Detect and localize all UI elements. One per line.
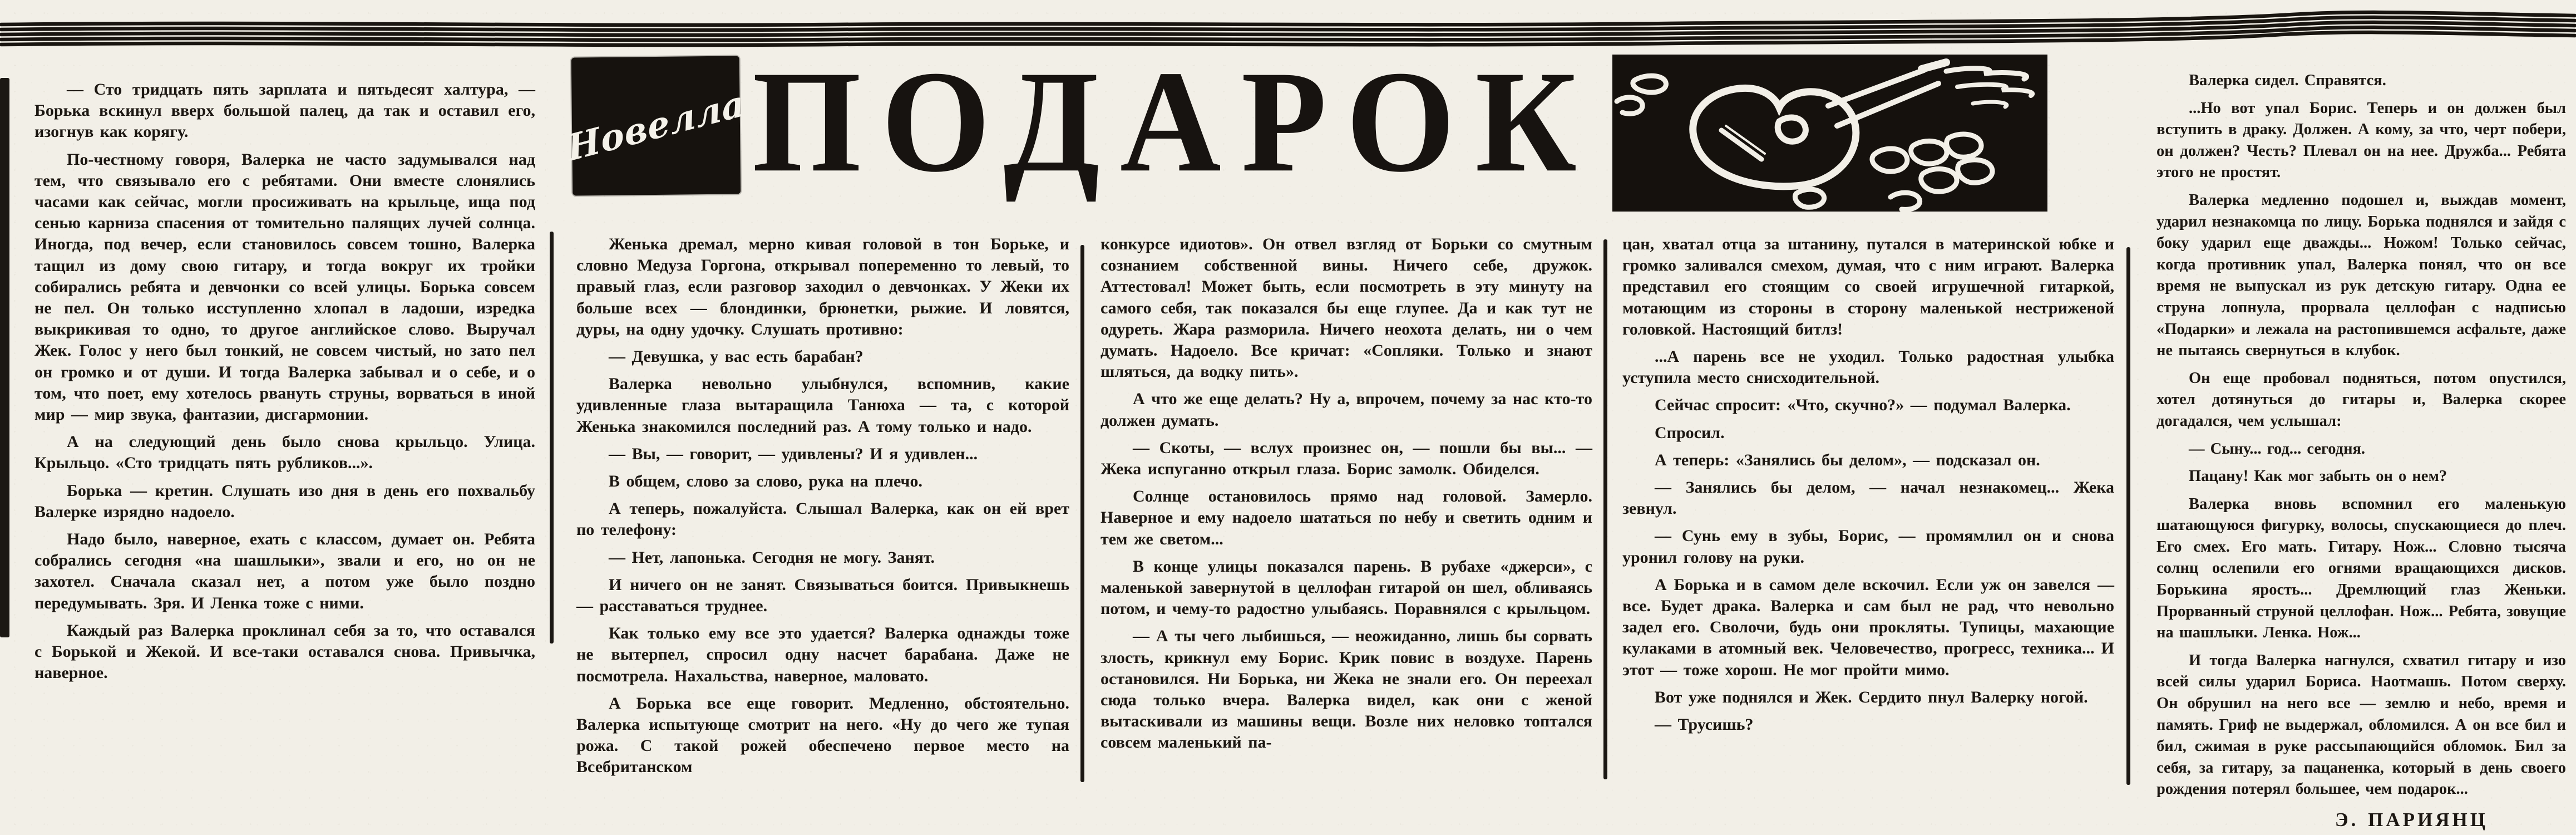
paragraph: Валерка невольно улыбнулся, вспомнив, какие удивленные глаза вытаращила Танюха — та, с которой Женька знакомился последний раз. А тому только и надо. [576, 375, 1069, 436]
paragraph: ...А парень все не уходил. Только радостная улыбка уступила место снисходительной. [1622, 347, 2114, 387]
paragraph: Валерка вновь вспомнил его маленькую шатающуюся фигурку, волосы, спускающиеся до плеч. Его смех. Его мать. Гитару. Нож... Словно тысяча солнц ослепили его огнями вращающихся дисков. Борькина ярость... Дремлющий глаз Женьки. Прорванный струной целлофан. Нож... Ребята, зовущие на шашлыки. Ленка. Нож... [2156, 495, 2566, 642]
paragraph: Сейчас спросит: «Что, скучно?» — подумал Валерка. [1655, 396, 2071, 415]
paragraph: — Девушка, у вас есть барабан? [609, 347, 863, 366]
column-1 [34, 79, 535, 690]
author-byline: Э. ПАРИЯНЦ [2335, 809, 2488, 831]
paragraph: ...Но вот упал Борис. Теперь и он должен был вступить в драку. Должен. А кому, за что, черт побери, он должен? Честь? Плевал он на нее. Дружба... Ребята этого не простят. [2156, 99, 2566, 181]
paragraph: А что же еще делать? Ну а, впрочем, почему за нас кто-то должен думать. [1101, 390, 1592, 430]
column-3 [1101, 234, 1592, 760]
paragraph: А на следующий день было снова крыльцо. Улица. Крыльцо. «Сто тридцать пять рубликов...». [34, 433, 535, 473]
paragraph: И ничего он не занят. Связываться боится. Привыкнешь — расставаться труднее. [576, 575, 1069, 616]
paragraph: — Сунь ему в зубы, Борис, — промямлил он и снова уронил голову на руки. [1622, 527, 2114, 567]
paragraph: — А ты чего лыбишься, — неожиданно, лишь бы сорвать злость, крикнул ему Борис. Крик повис в воздухе. Парень остановился. Ни Борька, ни Жека не знали его. Он переехал сюда только вчера. Валерка видел, как они с женой вытаскивали из машины вещи. Возле них неловко топтался совсем маленький па- [1101, 627, 1592, 752]
column-5 [2156, 70, 2566, 831]
paragraph: — Занялись бы делом, — начал незнакомец... Жека зевнул. [1622, 478, 2114, 518]
paragraph: И тогда Валерка нагнулся, схватил гитару и изо всей силы ударил Бориса. Наотмашь. Потом сверху. Он обрушил на него все — землю и небо, время и память. Гриф не выдержал, обломился. А он все бил и бил, сжимая в руке рассыпающийся обломок. Бил за себя, за гитару, за пацаненка, который в день своего рождения потерял большее, чем подарок... [2156, 651, 2566, 798]
left-edge-bar [0, 78, 9, 637]
paragraph: Валерка сидел. Справятся. [2189, 72, 2386, 89]
column-4 [1622, 234, 2114, 741]
paragraph: Солнце остановилось прямо над головой. Замерло. Наверное и ему надоело шататься по небу и светить одним и тем же светом... [1101, 487, 1592, 548]
guitar-woodcut-illustration [1612, 55, 2047, 212]
paragraph: Спросил. [1655, 423, 1725, 442]
paragraph: — Нет, лапонька. Сегодня не могу. Занят. [609, 548, 935, 567]
paragraph: — Трусишь? [1655, 715, 1754, 734]
kicker-box [564, 56, 748, 195]
paragraph: цан, хватал отца за штанину, путался в материнской юбке и громко заливался смехом, думая, что с ним играют. Валерка представил его стоящим со своей игрушечной гитаркой, мотающим из стороны в сторону маленькой нестриженой головкой. Настоящий битлз! [1622, 235, 2114, 338]
column-2 [576, 234, 1069, 784]
paragraph: А Борька все еще говорит. Медленно, обстоятельно. Валерка испытующе смотрит на него. «Ну до чего же тупая рожа. С такой рожей обеспечено первое место на Всебританском [576, 694, 1069, 777]
column-rule [2126, 247, 2130, 785]
paragraph: — Сыну... год... сегодня. [2189, 440, 2366, 458]
paragraph: — Скоты, — вслух произнес он, — пошли бы вы... — Жека испуганно открыл глаза. Борис замолк. Обиделся. [1101, 438, 1592, 479]
column-rule [1080, 245, 1084, 782]
kicker-label: Новелла [564, 82, 748, 170]
column-rule [1603, 239, 1607, 779]
paragraph: Валерка медленно подошел и, выждав момент, ударил незнакомца по лицу. Борька поднялся и зайдя с боку ударил еще дважды... Ножом! Только сейчас, когда противник упал, Валерка понял, что он все время не выпускал из рук детскую гитару. Одна ее струна лопнула, прорвала целлофан с надписью «Подарки» и лежала на растопившемся асфальте, даже не пытаясь свернуться в клубок. [2156, 191, 2566, 360]
paragraph: А Борька и в самом деле вскочил. Если уж он завелся — все. Будет драка. Валерка и сам был не рад, что невольно задел его. Сволочи, будь они прокляты. Тупицы, махающие кулаками в атомный век. Человечество, прогресс, техника... И этот — тоже хорош. Не мог пройти мимо. [1622, 575, 2114, 679]
paragraph: А теперь, пожалуйста. Слышал Валерка, как он ей врет по телефону: [576, 499, 1069, 539]
paragraph: А теперь: «Занялись бы делом», — подсказал он. [1655, 450, 2040, 469]
paragraph: Борька — кретин. Слушать изо дня в день его похвальбу Валерке изрядно надоело. [34, 481, 535, 521]
paragraph: Как только ему все это удается? Валерка однажды тоже не вытерпел, спросил одну насчет барабана. Даже не посмотрела. Нахальства, наверное, маловато. [576, 624, 1069, 685]
paragraph: Он еще пробовал подняться, потом опустился, хотел дотянуться до гитары и, Валерка скорее догадался, чем услышал: [2156, 369, 2566, 430]
paragraph: Надо было, наверное, ехать с классом, думает он. Ребята собрались сегодня «на шашлыки», звали и его, но он не захотел. Сначала сказал нет, а потом уже было поздно передумывать. Зря. И Ленка тоже с ними. [34, 530, 535, 612]
paragraph: — Сто тридцать пять зарплата и пятьдесят халтура, — Борька вскинул вверх большой палец, да так и оставил его, изогнув как корягу. [34, 80, 535, 141]
paragraph: конкурсе идиотов». Он отвел взгляд от Борьки со смутным сознанием собственной вины. Ничего себе, дружок. Аттестовал! Может быть, если посмотреть в эту минуту на самого себя, так показался бы еще глупее. Да и как тут не одуреть. Жара разморила. Ничего неохота делать, ни о чем думать. Надоело. Все кричат: «Сопляки. Только и знают шляться, да водку пить». [1101, 235, 1592, 381]
paragraph: — Вы, — говорит, — удивлены? И я удивлен... [609, 444, 978, 463]
paragraph: Каждый раз Валерка проклинал себя за то, что оставался с Борькой и Жекой. И все-таки оставался снова. Привычка, наверное. [34, 621, 535, 682]
paragraph: Женька дремал, мерно кивая головой в тон Борьке, и словно Медуза Горгона, открывал попеременно то левый, то правый глаз, если разговор заходил о девчонках. У Жеки их больше всех — блондинки, брюнетки, рыжие. И ловятся, дуры, на одну удочку. Слушать противно: [576, 235, 1069, 338]
paragraph: Вот уже поднялся и Жек. Сердито пнул Валерку ногой. [1655, 687, 2088, 706]
paragraph: Пацану! Как мог забыть он о нем? [2189, 468, 2447, 485]
paragraph: В общем, слово за слово, рука на плечо. [609, 472, 922, 491]
guitar-woodcut-icon [1612, 55, 2047, 212]
page-title: ПОДАРОК [752, 40, 1597, 203]
paragraph: По-честному говоря, Валерка не часто задумывался над тем, что связывало его с ребятами. Они вместе слонялись часами как сейчас, могли просиживать на крыльце, ища под сенью карниза спасения от томительно палящих лучей солнца. Иногда, под вечер, если становилось совсем тошно, Валерка тащил из дому свою гитару, и тогда вокруг их тройки собирались ребята и девчонки со всей улицы. Борька совсем не пел. Он только исступленно хлопал в ладоши, изредка выкрикивая то одно, то другое английское слово. Выручал Жек. Голос у него был тонкий, не совсем чистый, но зато пел он громко и от души. И тогда Валерка забывал и о себе, и о том, что поет, ему хотелось рвануть струны, ворваться в иной мир — мир звука, фантазии, дисгармонии. [34, 150, 535, 424]
column-rule [550, 232, 554, 644]
paragraph: В конце улицы показался парень. В рубахе «джерси», с маленькой завернутой в целлофан гитарой он шел, обливаясь потом, и чему-то радостно улыбаясь. Поравнялся с крыльцом. [1101, 557, 1592, 618]
